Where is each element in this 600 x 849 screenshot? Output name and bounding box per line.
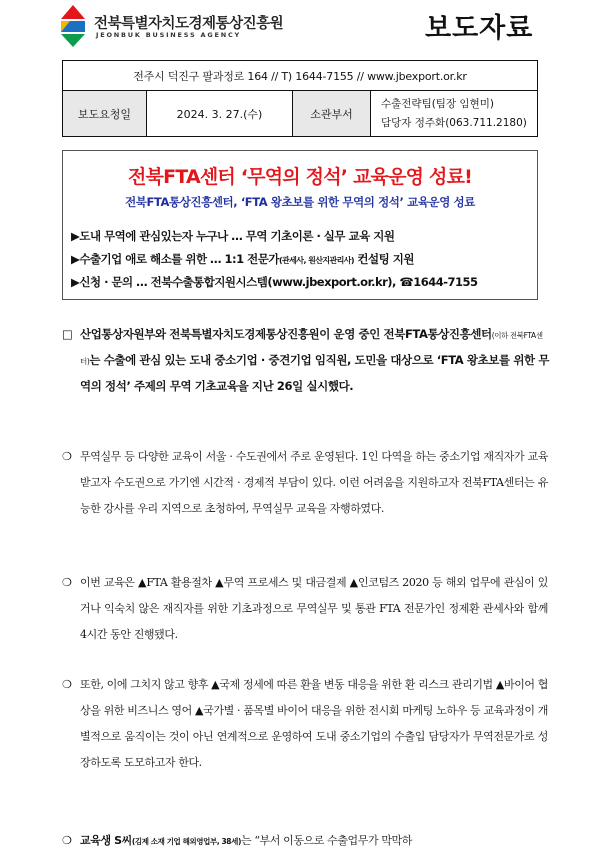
body-paragraph-4 xyxy=(62,828,548,849)
department-person: 담당자 정주화(063.711.2180) xyxy=(381,116,527,129)
lead-text-start: 산업통상자원부와 전북특별자치도경제통상진흥원이 운영 중인 전북FTA통상진흥센터 xyxy=(80,327,492,341)
headline-bullet-2 xyxy=(71,248,531,271)
document-type-title: 보도자료 xyxy=(425,13,534,44)
trainee-name: 교육생 S씨 xyxy=(80,834,132,847)
trainee-note: (김제 소재 기업 해외영업부, 38세) xyxy=(131,837,241,846)
request-date-label: 보도요청일 xyxy=(63,91,147,137)
lead-paragraph xyxy=(62,322,550,399)
agency-logo-icon xyxy=(58,5,88,47)
headline-bullet-2-main: ▶수출기업 애로 해소를 위한 … 1:1 전문가 xyxy=(71,252,279,266)
body-paragraph-2-text: 이번 교육은 ▲FTA 활용절차 ▲무역 프로세스 및 대금결제 ▲인코텀즈 2020 등 해외 업무에 관심이 있거나 익숙치 않은 재직자를 위한 기초과정으로 무역실무 및 통관 FTA 전문가인 정제환 관세사와 함께 4시간 동안 진행됐다. xyxy=(80,576,548,641)
circle-bullet-icon: ❍ xyxy=(62,450,72,463)
press-info-table xyxy=(62,60,538,137)
agency-english-name: JEONBUK BUSINESS AGENCY xyxy=(96,31,242,39)
headline-bullet-3: ▶신청 · 문의 … 전북수출통합지원시스템(www.jbexport.or.kr), ☎1644-7155 xyxy=(71,275,478,289)
contact-address-line: 전주시 덕진구 팔과정로 164 // T) 1644-7155 // www.jbexport.or.kr xyxy=(63,61,538,91)
headline-bullets xyxy=(71,225,531,294)
request-date-value: 2024. 3. 27.(수) xyxy=(147,91,293,137)
headline-bullet-2-note: (관세사, 원산지관리사) xyxy=(279,256,354,265)
headline-bullet-2-end: 컨설팅 지원 xyxy=(353,252,414,266)
headline-subtitle: 전북FTA통상진흥센터, ‘FTA 왕초보를 위한 무역의 정석’ 교육운영 성료 xyxy=(125,195,475,209)
lead-text-note: (이하 전북FTA센터) xyxy=(80,331,543,366)
department-contact xyxy=(371,91,538,137)
body-paragraph-3 xyxy=(62,672,548,776)
circle-bullet-icon: ❍ xyxy=(62,834,72,847)
page-header xyxy=(0,0,600,60)
lead-text-end: 는 수출에 관심 있는 도내 중소기업 · 중견기업 임직원, 도민을 대상으로 ‘FTA 왕초보를 위한 무역의 정석’ 주제의 무역 기초교육을 지난 26일 실시했다. xyxy=(80,353,550,393)
circle-bullet-icon: ❍ xyxy=(62,576,72,589)
headline-bullet-1: ▶도내 무역에 관심있는자 누구나 … 무역 기초이론 · 실무 교육 지원 xyxy=(71,229,395,243)
headline-box xyxy=(62,150,538,300)
department-team: 수출전략팀(팀장 임현미) xyxy=(381,97,494,110)
body-paragraph-1-text: 무역실무 등 다양한 교육이 서울 · 수도권에서 주로 운영된다. 1인 다역을 하는 중소기업 재직자가 교육받고자 수도권으로 가기엔 시간적 · 경제적 부담이 있다. 이런 어려움을 지원하고자 전북FTA센터는 유능한 강사를 우리 지역으로 초청하여, 무역실무 교육을 자행하였다. xyxy=(80,450,548,515)
square-bullet-icon: □ xyxy=(62,327,73,341)
department-label: 소관부서 xyxy=(293,91,371,137)
body-paragraph-4-text: 는 “부서 이동으로 수출업무가 막막하 xyxy=(241,834,412,847)
headline-title: 전북FTA센터 ‘무역의 정석’ 교육운영 성료! xyxy=(127,166,473,188)
body-paragraph-2 xyxy=(62,570,548,648)
body-paragraph-3-text: 또한, 이에 그치지 않고 향후 ▲국제 정세에 따른 환율 변동 대응을 위한 환 리스크 관리기법 ▲바이어 협상을 위한 비즈니스 영어 ▲국가별 · 품목별 바이어 대응을 위한 전시회 마케팅 노하우 등 교육과정이 개별적으로 움직이는 것이 아닌 연계적으로 운영하여 도내 중소기업의 수출입 담당자가 무역전문가로 성장하도록 도모하고자 한다. xyxy=(80,678,548,769)
circle-bullet-icon: ❍ xyxy=(62,678,72,691)
body-paragraph-1 xyxy=(62,444,548,522)
agency-name: 전북특별자치도경제통상진흥원 xyxy=(94,16,284,32)
